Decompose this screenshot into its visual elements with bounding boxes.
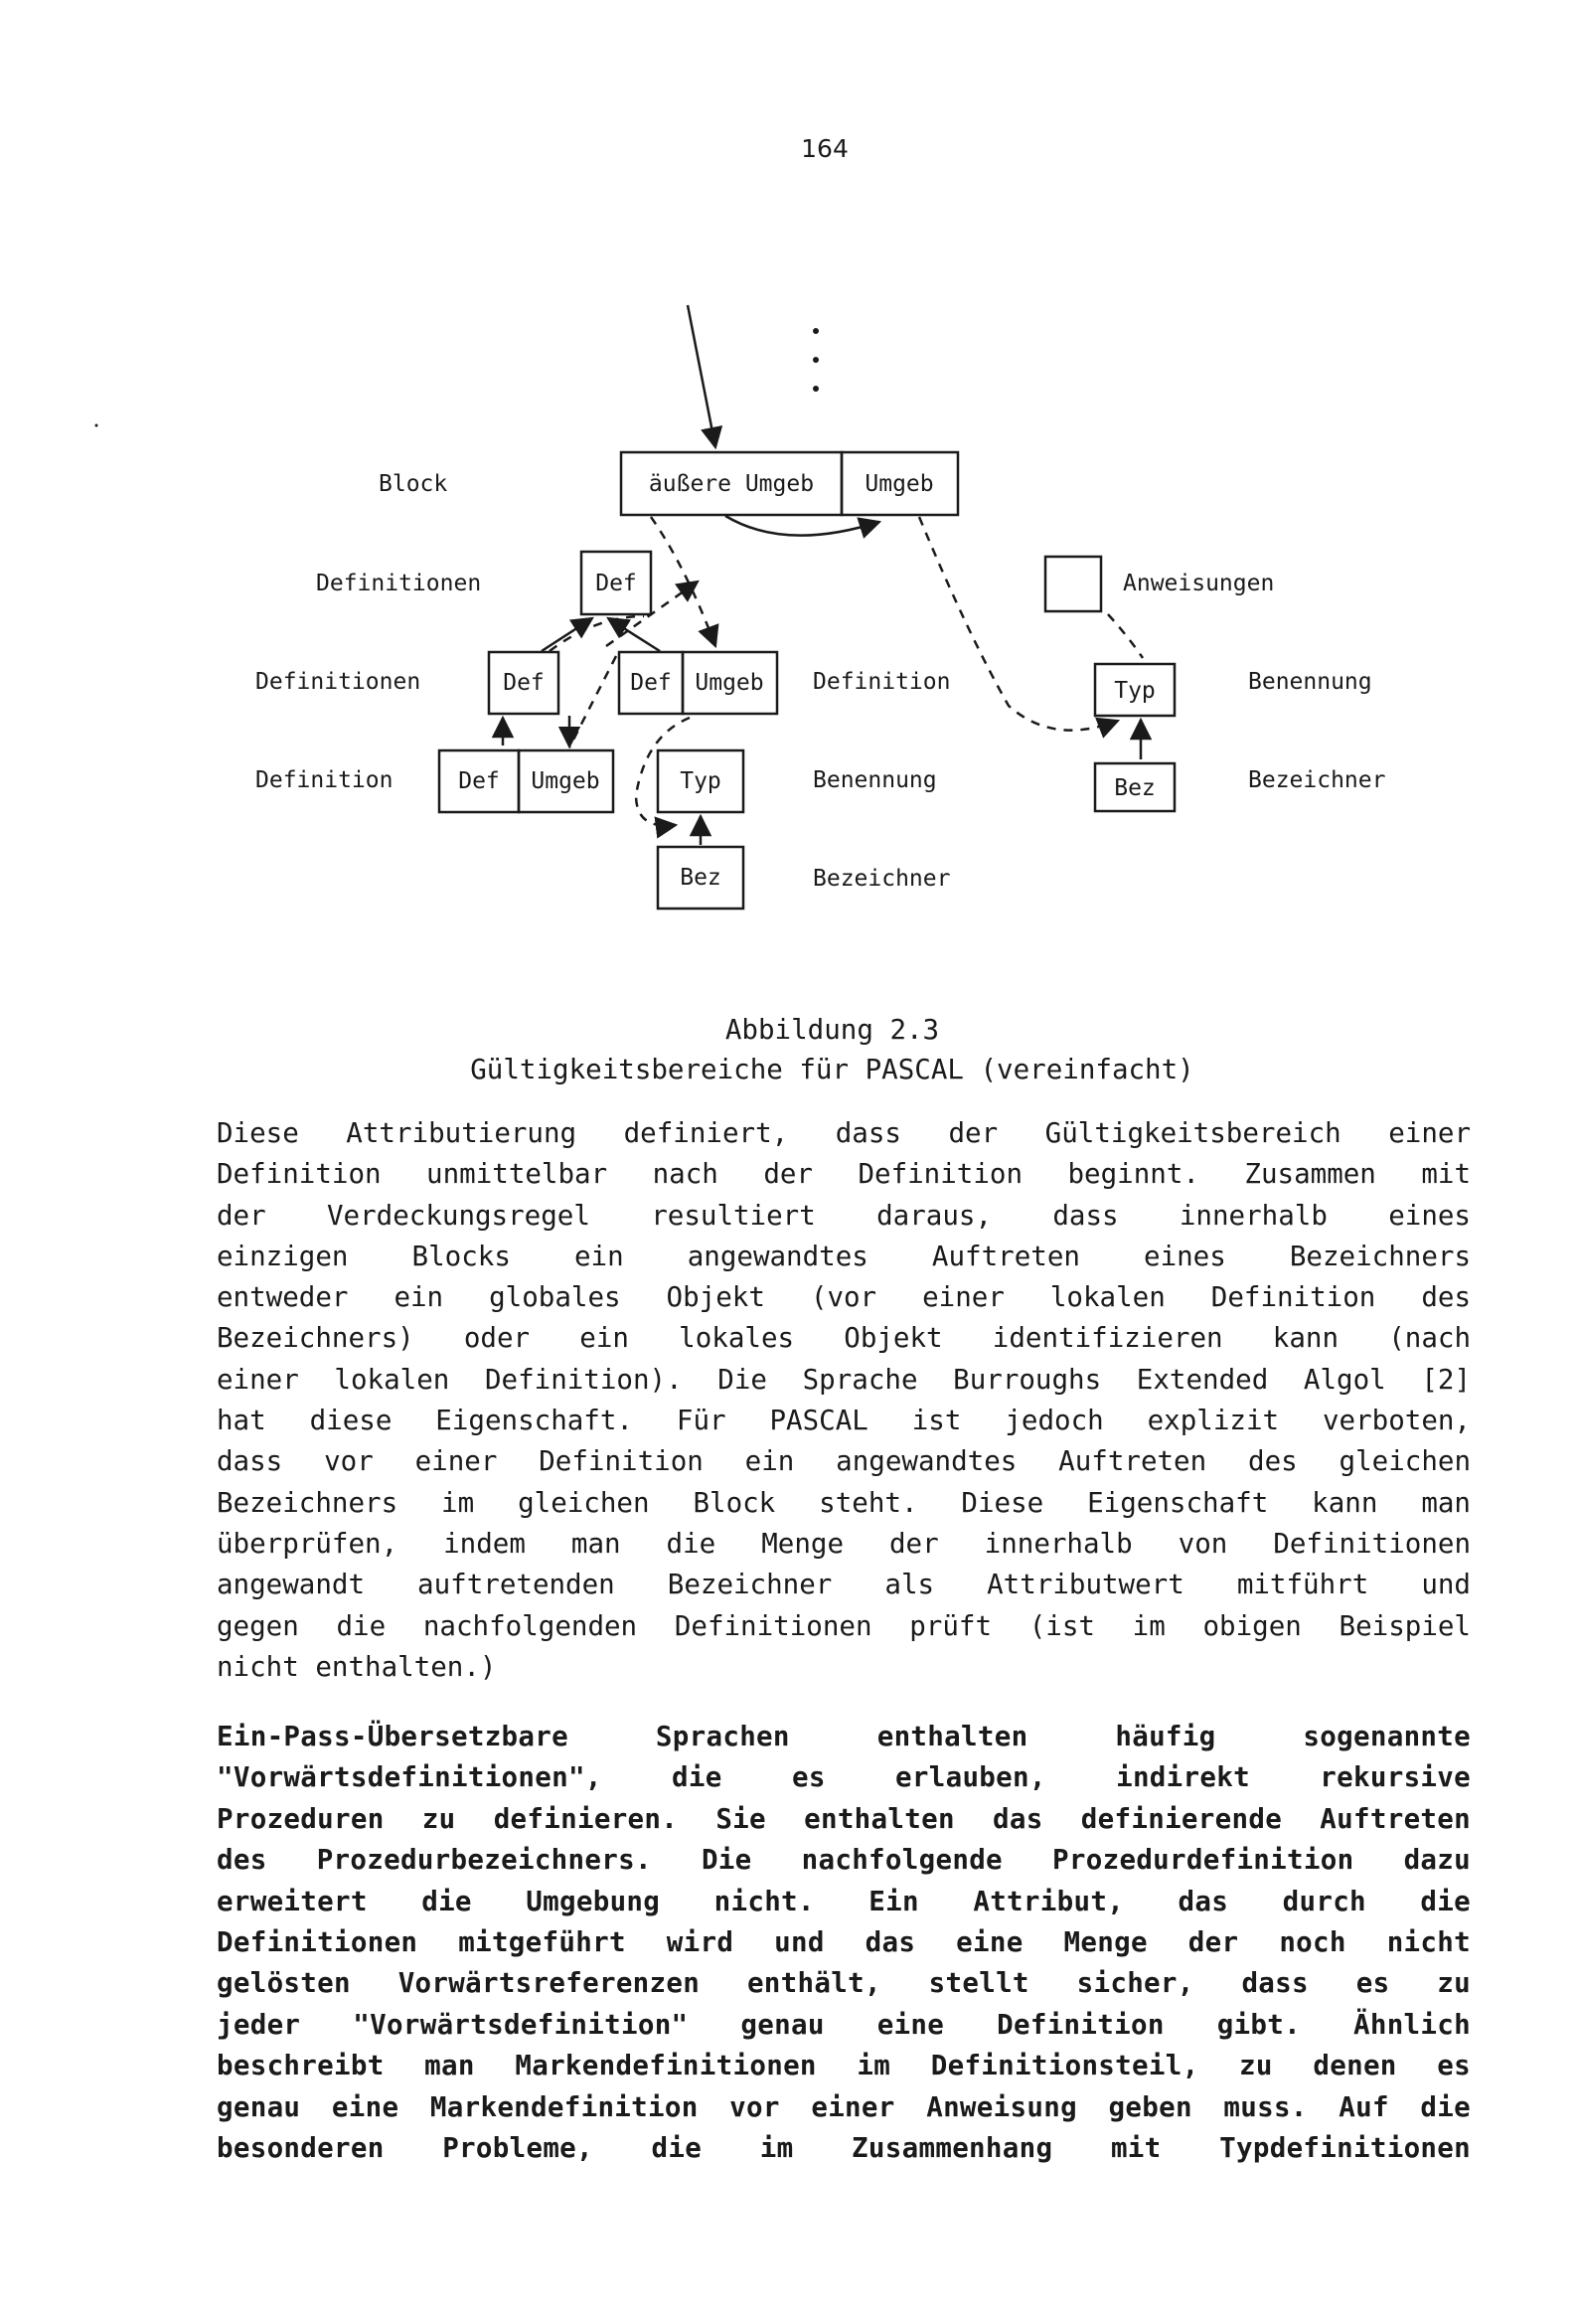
text-line: der Verdeckungsregel resultiert daraus, dass innerhalb eines xyxy=(217,1199,1471,1232)
body-paragraph-2 xyxy=(217,1717,1471,2169)
text-line: Bezeichners im gleichen Block steht. Diese Eigenschaft kann man xyxy=(217,1486,1471,1519)
label-definition-left: Definition xyxy=(255,767,394,793)
text-line: nicht enthalten.) xyxy=(217,1650,497,1683)
typ-center-text: Typ xyxy=(680,768,721,794)
text-line: "Vorwärtsdefinitionen", die es erlauben, indirekt rekursive xyxy=(217,1761,1471,1794)
umgeb-top-text: Umgeb xyxy=(865,471,934,497)
def-mid-left-text: Def xyxy=(503,670,545,696)
text-line: einzigen Blocks ein angewandtes Auftreten eines Bezeichners xyxy=(217,1240,1471,1272)
text-line: entweder ein globales Objekt (vor einer lokalen Definition des xyxy=(217,1281,1471,1314)
label-benennung-mid: Benennung xyxy=(813,767,937,793)
def-top-text: Def xyxy=(595,571,637,596)
text-line: Definition unmittelbar nach der Definition beginnt. Zusammen mit xyxy=(217,1158,1471,1191)
text-line: gegen die nachfolgenden Definitionen prüft (ist im obigen Beispiel xyxy=(217,1609,1471,1642)
typ-right-text: Typ xyxy=(1114,678,1156,704)
text-line: angewandt auftretenden Bezeichner als Attributwert mitführt und xyxy=(217,1569,1471,1601)
text-line: jeder "Vorwärtsdefinition" genau eine Definition gibt. Ähnlich xyxy=(217,2008,1471,2041)
text-line: einer lokalen Definition). Die Sprache Burroughs Extended Algol [2] xyxy=(217,1363,1471,1396)
incoming-arrow xyxy=(688,305,715,447)
label-benennung-right: Benennung xyxy=(1248,669,1372,695)
label-definition-mid: Definition xyxy=(813,669,951,695)
text-line: hat diese Eigenschaft. Für PASCAL ist jedoch explizit verboten, xyxy=(217,1405,1471,1437)
figure-caption-subtitle: Gültigkeitsbereiche für PASCAL (vereinfacht) xyxy=(470,1054,1194,1085)
label-definitionen-2: Definitionen xyxy=(255,669,421,695)
page-number: 164 xyxy=(801,134,849,163)
text-line: Definitionen mitgeführt wird und das eine Menge der noch nicht xyxy=(217,1926,1471,1959)
def-mid-right-text: Def xyxy=(630,670,672,696)
label-definitionen-1: Definitionen xyxy=(316,571,482,596)
def-bottom-text: Def xyxy=(458,768,500,794)
umgeb-mid-text: Umgeb xyxy=(695,670,764,696)
text-line: genau eine Markendefinition vor einer Anweisung geben muss. Auf die xyxy=(217,2090,1471,2123)
text-line: beschreibt man Markendefinitionen im Definitionsteil, zu denen es xyxy=(217,2050,1471,2082)
continuation-dots xyxy=(95,328,820,427)
text-line: gelösten Vorwärtsreferenzen enthält, stellt sicher, dass es zu xyxy=(217,1967,1471,2000)
figure-caption-title: Abbildung 2.3 xyxy=(724,1014,940,1046)
bez-right-text: Bez xyxy=(1114,775,1156,801)
anweisungen-box xyxy=(1045,557,1101,611)
text-line: Bezeichners) oder ein lokales Objekt identifizieren kann (nach xyxy=(217,1322,1471,1355)
umgeb-link-arrow xyxy=(725,516,879,536)
text-line: erweitert die Umgebung nicht. Ein Attribut, das durch die xyxy=(217,1885,1471,1917)
text-line: Ein-Pass-Übersetzbare Sprachen enthalten häufig sogenannte xyxy=(217,1721,1471,1752)
bez-center-text: Bez xyxy=(680,865,721,891)
text-line: Diese Attributierung definiert, dass der Gültigkeitsbereich einer xyxy=(217,1117,1471,1149)
label-bezeichner-mid: Bezeichner xyxy=(813,866,951,892)
text-line: überprüfen, indem man die Menge der innerhalb von Definitionen xyxy=(217,1527,1471,1560)
label-anweisungen: Anweisungen xyxy=(1123,571,1275,596)
text-line: Prozeduren zu definieren. Sie enthalten das definierende Auftreten xyxy=(217,1802,1471,1835)
label-block: Block xyxy=(379,471,448,497)
umgeb-bottom-text: Umgeb xyxy=(531,768,600,794)
text-line: dass vor einer Definition ein angewandtes Auftreten des gleichen xyxy=(217,1445,1471,1478)
body-paragraph-1 xyxy=(217,1113,1471,1688)
aeussere-umgeb-text: äußere Umgeb xyxy=(648,471,815,497)
scope-diagram xyxy=(0,0,1577,994)
text-line: besonderen Probleme, die im Zusammenhang mit Typdefinitionen xyxy=(217,2132,1471,2165)
text-line: des Prozedurbezeichners. Die nachfolgende Prozedurdefinition dazu xyxy=(217,1844,1471,1877)
label-bezeichner-right: Bezeichner xyxy=(1248,767,1386,793)
